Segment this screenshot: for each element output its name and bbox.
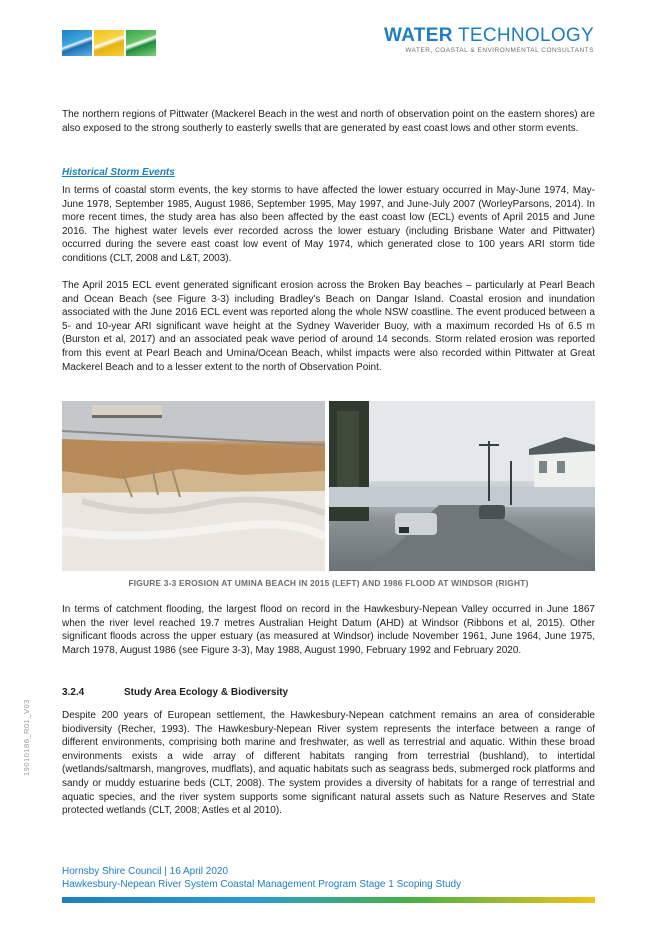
sand-wave-logo-tile: [94, 30, 124, 56]
brand-name: [384, 26, 594, 46]
intro-paragraph-block: [62, 108, 595, 135]
brand-name-bold: WATER: [384, 25, 453, 46]
photo-umina-beach-erosion: [62, 401, 325, 571]
paragraph-catchment-flooding: In terms of catchment flooding, the largest flood on record in the Hawkesbury-Nepean Valley occurred in June 1867 when the river level reached 19.7 metres Australian Height Datum (AHD) at Windsor (Ribbons et al, 2015). Other significant floods across the upper estuary (as measured at Windsor) include November 1961, June 1964, June 1975, March 1978, August 1986 (see Figure 3-3), May 1988, August 1990, February 1992 and February 2020.: [62, 604, 595, 656]
erosion-scene-illustration: [62, 401, 325, 571]
paragraph-ecl-2015: The April 2015 ECL event generated significant erosion across the Broken Bay beaches – particularly at Pearl Beach and Ocean Beach (see Figure 3-3) including Bradley's Beach on Dangar Island. Coastal erosion and inundation associated with the June 2016 ECL event was reported along the whole NSW coastline. The event produced between a 5- and 10-year ARI significant wave height at the Sydney Waverider Buoy, with a maximum recorded Hs of 6.5 m (Burston et al, 2017) and an associated peak wave period of around 14 seconds. Storm related erosion was reported from this event at Pearl Beach and Umina/Ocean Beach, whilst impacts were also recorded within Pittwater at Great Mackerel Beach and to a lesser extent to the north of Observation Point.: [62, 280, 595, 373]
photo-windsor-flood-1986: [329, 401, 595, 571]
footer-client-date: Hornsby Shire Council | 16 April 2020: [62, 866, 229, 877]
paragraph-storm-events: In terms of coastal storm events, the key storms to have affected the lower estuary occurred in May-June 1974, May-June 1978, September 1985, August 1986, September 1995, May 1997, and June-July 2007 (WorleyParsons, 2014). In more recent times, the study area has also been affected by the east coast low (ECL) events of April 2015 and June 2016. The highest water levels ever recorded across the lower estuary (including Brisbane Water and Pittwater) occurred during the severe east coast low event of May 1974, which generated close to 100 years ARI storm tide conditions (CLT, 2008 and L&T, 2003).: [62, 185, 595, 264]
land-wave-logo-tile: [126, 30, 156, 56]
water-wave-logo-tile: [62, 30, 92, 56]
flood-scene-illustration: [329, 401, 595, 571]
figure-3-3-photos: [62, 401, 595, 571]
paragraph-pittwater-exposure: The northern regions of Pittwater (Mackerel Beach in the west and north of observation point on the eastern shores) are also exposed to the strong southerly to easterly swells that are generated by east coast lows and other storm events.: [62, 109, 595, 134]
footer: [62, 866, 461, 891]
brand-name-light: TECHNOLOGY: [457, 25, 594, 46]
footer-color-bar: [62, 897, 595, 903]
ecl-event-block: [62, 279, 595, 374]
section-heading-3-2-4: [62, 687, 288, 698]
section-title: Study Area Ecology & Biodiversity: [124, 687, 289, 698]
figure-caption: FIGURE 3-3 EROSION AT UMINA BEACH IN 2015 (LEFT) AND 1986 FLOOD AT WINDSOR (RIGHT): [128, 578, 529, 588]
storm-events-block: [62, 184, 595, 266]
footer-document-title: Hawkesbury-Nepean River System Coastal Management Program Stage 1 Scoping Study: [62, 878, 462, 890]
subheading-historical-storm-events[interactable]: Historical Storm Events: [62, 167, 175, 178]
company-logo-tiles: [62, 30, 156, 56]
catchment-flooding-block: [62, 603, 595, 657]
document-reference-code: 19010186_R01_V03: [22, 699, 31, 776]
brand-tagline: WATER, COASTAL & ENVIRONMENTAL CONSULTANTS: [405, 47, 594, 54]
paragraph-ecology-biodiversity: Despite 200 years of European settlement, the Hawkesbury-Nepean catchment remains an area of considerable biodiversity (Recher, 1993). The Hawkesbury-Nepean River system represents the interface between a range of different environments, comprising both marine and freshwater, as well as terrestrial and aquatic. Within these broad environments exists a wide array of different habitats ranging from terrestrial (bushland), to intertidal (wetlands/saltmarsh, mangroves, mudflats), and aquatic habitats such as seagrass beds, submerged rock platforms and sandy or muddy estuarine beds (CLT, 2008). The system provides a diversity of habitats for a range of terrestrial and aquatic species, and the river system supports some significant natural assets such as Nature Reserves and State protected wetlands (CLT, 2008; Astles et al 2010).: [62, 710, 595, 817]
section-number: 3.2.4: [62, 687, 85, 698]
ecology-block: [62, 709, 595, 818]
brand-block: [384, 26, 594, 54]
subheading-block: [62, 162, 595, 180]
